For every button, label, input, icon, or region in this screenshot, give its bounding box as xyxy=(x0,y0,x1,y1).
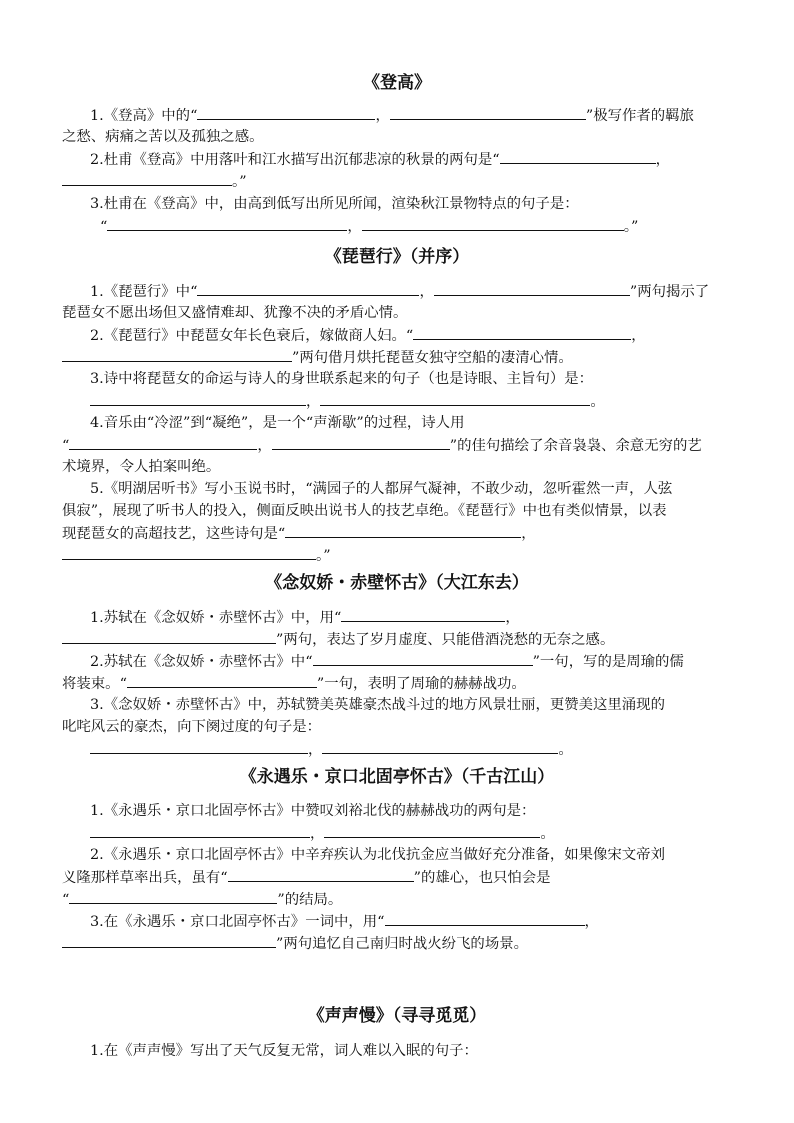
question-line: 。” xyxy=(62,544,331,567)
answer-blank[interactable] xyxy=(228,866,414,882)
answer-blank[interactable] xyxy=(322,738,558,754)
question-line: 5.《明湖居听书》写小玉说书时，“满园子的人都屏气凝神，不敢少动，忽听霍然一声，人弦 xyxy=(90,481,673,497)
question-line: 1.在《声声慢》写出了天气反复无常，词人难以入眠的句子： xyxy=(90,1043,478,1059)
question-line: 叱咤风云的豪杰，向下阕过度的句子是： xyxy=(62,719,322,735)
answer-blank[interactable] xyxy=(324,822,540,838)
section-title-shengshengman: 《声声慢》（寻寻觅觅） xyxy=(307,1006,487,1026)
question-line: 3.杜甫在《登高》中，由高到低写出所见所闻，渲染秋江景物特点的句子是： xyxy=(90,196,579,212)
answer-blank[interactable] xyxy=(500,148,656,164)
question-line: 2.苏轼在《念奴娇・赤壁怀古》中“ ”一句，写的是周瑜的儒 xyxy=(90,650,684,673)
answer-blank[interactable] xyxy=(62,544,316,560)
answer-blank[interactable] xyxy=(62,932,276,948)
answer-blank[interactable] xyxy=(313,650,533,666)
question-line: 1.《永遇乐・京口北固亭怀古》中赞叹刘裕北伐的赫赫战功的两句是： xyxy=(90,803,536,819)
question-line: 4.音乐由“冷涩”到“凝绝”，是一个“声渐歇”的过程，诗人用 xyxy=(90,415,465,431)
question-line: 3.在《永遇乐・京口北固亭怀古》一词中，用“ ， xyxy=(90,910,599,933)
answer-blank[interactable] xyxy=(320,390,590,406)
question-line: 义隆那样草率出兵，虽有“ ”的雄心，也只怕会是 xyxy=(62,866,551,889)
answer-blank[interactable] xyxy=(127,672,317,688)
answer-blank[interactable] xyxy=(285,522,521,538)
question-line: 现琵琶女的高超技艺，这些诗句是“ ， xyxy=(62,522,536,545)
question-line: ， 。 xyxy=(90,738,573,761)
question-line: ”两句追忆自己南归时战火纷飞的场景。 xyxy=(62,932,528,955)
question-line: 1.《琵琶行》中“ ， ”两句揭示了 xyxy=(90,280,709,303)
answer-blank[interactable] xyxy=(90,738,308,754)
question-line: 俱寂”，展现了听书人的投入，侧面反映出说书人的技艺卓绝。《琵琶行》中也有类似情景，以表 xyxy=(62,503,667,519)
question-line: 2.《永遇乐・京口北固亭怀古》中辛弃疾认为北伐抗金应当做好充分准备，如果像宋文帝刘 xyxy=(90,847,665,863)
question-line: 3.《念奴娇・赤壁怀古》中，苏轼赞美英雄豪杰战斗过的地方风景壮丽，更赞美这里涌现的 xyxy=(90,697,665,713)
question-line: ， 。 xyxy=(90,390,605,413)
answer-blank[interactable] xyxy=(90,822,310,838)
answer-blank[interactable] xyxy=(69,888,277,904)
answer-blank[interactable] xyxy=(62,628,276,644)
question-line: 2.杜甫《登高》中用落叶和江水描写出沉郁悲凉的秋景的两句是“ ， xyxy=(90,148,670,171)
answer-blank[interactable] xyxy=(385,910,585,926)
answer-blank[interactable] xyxy=(69,434,257,450)
question-line: 。” xyxy=(62,170,247,193)
answer-blank[interactable] xyxy=(62,170,232,186)
question-line: “ ， 。” xyxy=(100,215,638,238)
question-line: ， 。 xyxy=(90,822,555,845)
question-line: 术境界，令人拍案叫绝。 xyxy=(62,459,221,475)
section-title-denggao: 《登高》 xyxy=(363,73,431,93)
answer-blank[interactable] xyxy=(197,280,419,296)
answer-blank[interactable] xyxy=(272,434,450,450)
answer-blank[interactable] xyxy=(62,346,292,362)
question-line: 3.诗中将琵琶女的命运与诗人的身世联系起来的句子（也是诗眼、主旨句）是： xyxy=(90,371,594,387)
question-line: ”两句借月烘托琵琶女独守空船的凄清心情。 xyxy=(62,346,573,369)
answer-blank[interactable] xyxy=(362,215,624,231)
question-line: “ ”的结局。 xyxy=(62,888,342,911)
answer-blank[interactable] xyxy=(434,280,630,296)
question-line: 1.苏轼在《念奴娇・赤壁怀古》中，用“ ， xyxy=(90,606,520,629)
answer-blank[interactable] xyxy=(341,606,505,622)
answer-blank[interactable] xyxy=(413,324,631,340)
question-line: 之愁、病痛之苦以及孤独之感。 xyxy=(62,129,264,145)
question-line: 2.《琵琶行》中琵琶女年长色衰后，嫁做商人妇。“ ， xyxy=(90,324,646,347)
question-line: “ ， ”的佳句描绘了余音袅袅、余意无穷的艺 xyxy=(62,434,702,457)
answer-blank[interactable] xyxy=(390,104,586,120)
answer-blank[interactable] xyxy=(90,390,306,406)
section-title-pipaxing: 《琵琶行》（并序） xyxy=(324,247,470,267)
question-line: 琵琶女不愿出场但又盛情难却、犹豫不决的矛盾心情。 xyxy=(62,305,408,321)
section-title-niannujiao: 《念奴娇・赤壁怀古》（大江东去） xyxy=(265,573,529,593)
section-title-yongyule: 《永遇乐・京口北固亭怀古》（千古江山） xyxy=(239,767,555,787)
answer-blank[interactable] xyxy=(197,104,375,120)
question-line: ”两句，表达了岁月虚度、只能借酒浇愁的无奈之感。 xyxy=(62,628,614,651)
answer-blank[interactable] xyxy=(107,215,347,231)
question-line: 将装束。“ ”一句，表明了周瑜的赫赫战功。 xyxy=(62,672,526,695)
question-line: 1.《登高》中的“ ， ”极写作者的羁旅 xyxy=(90,104,694,127)
